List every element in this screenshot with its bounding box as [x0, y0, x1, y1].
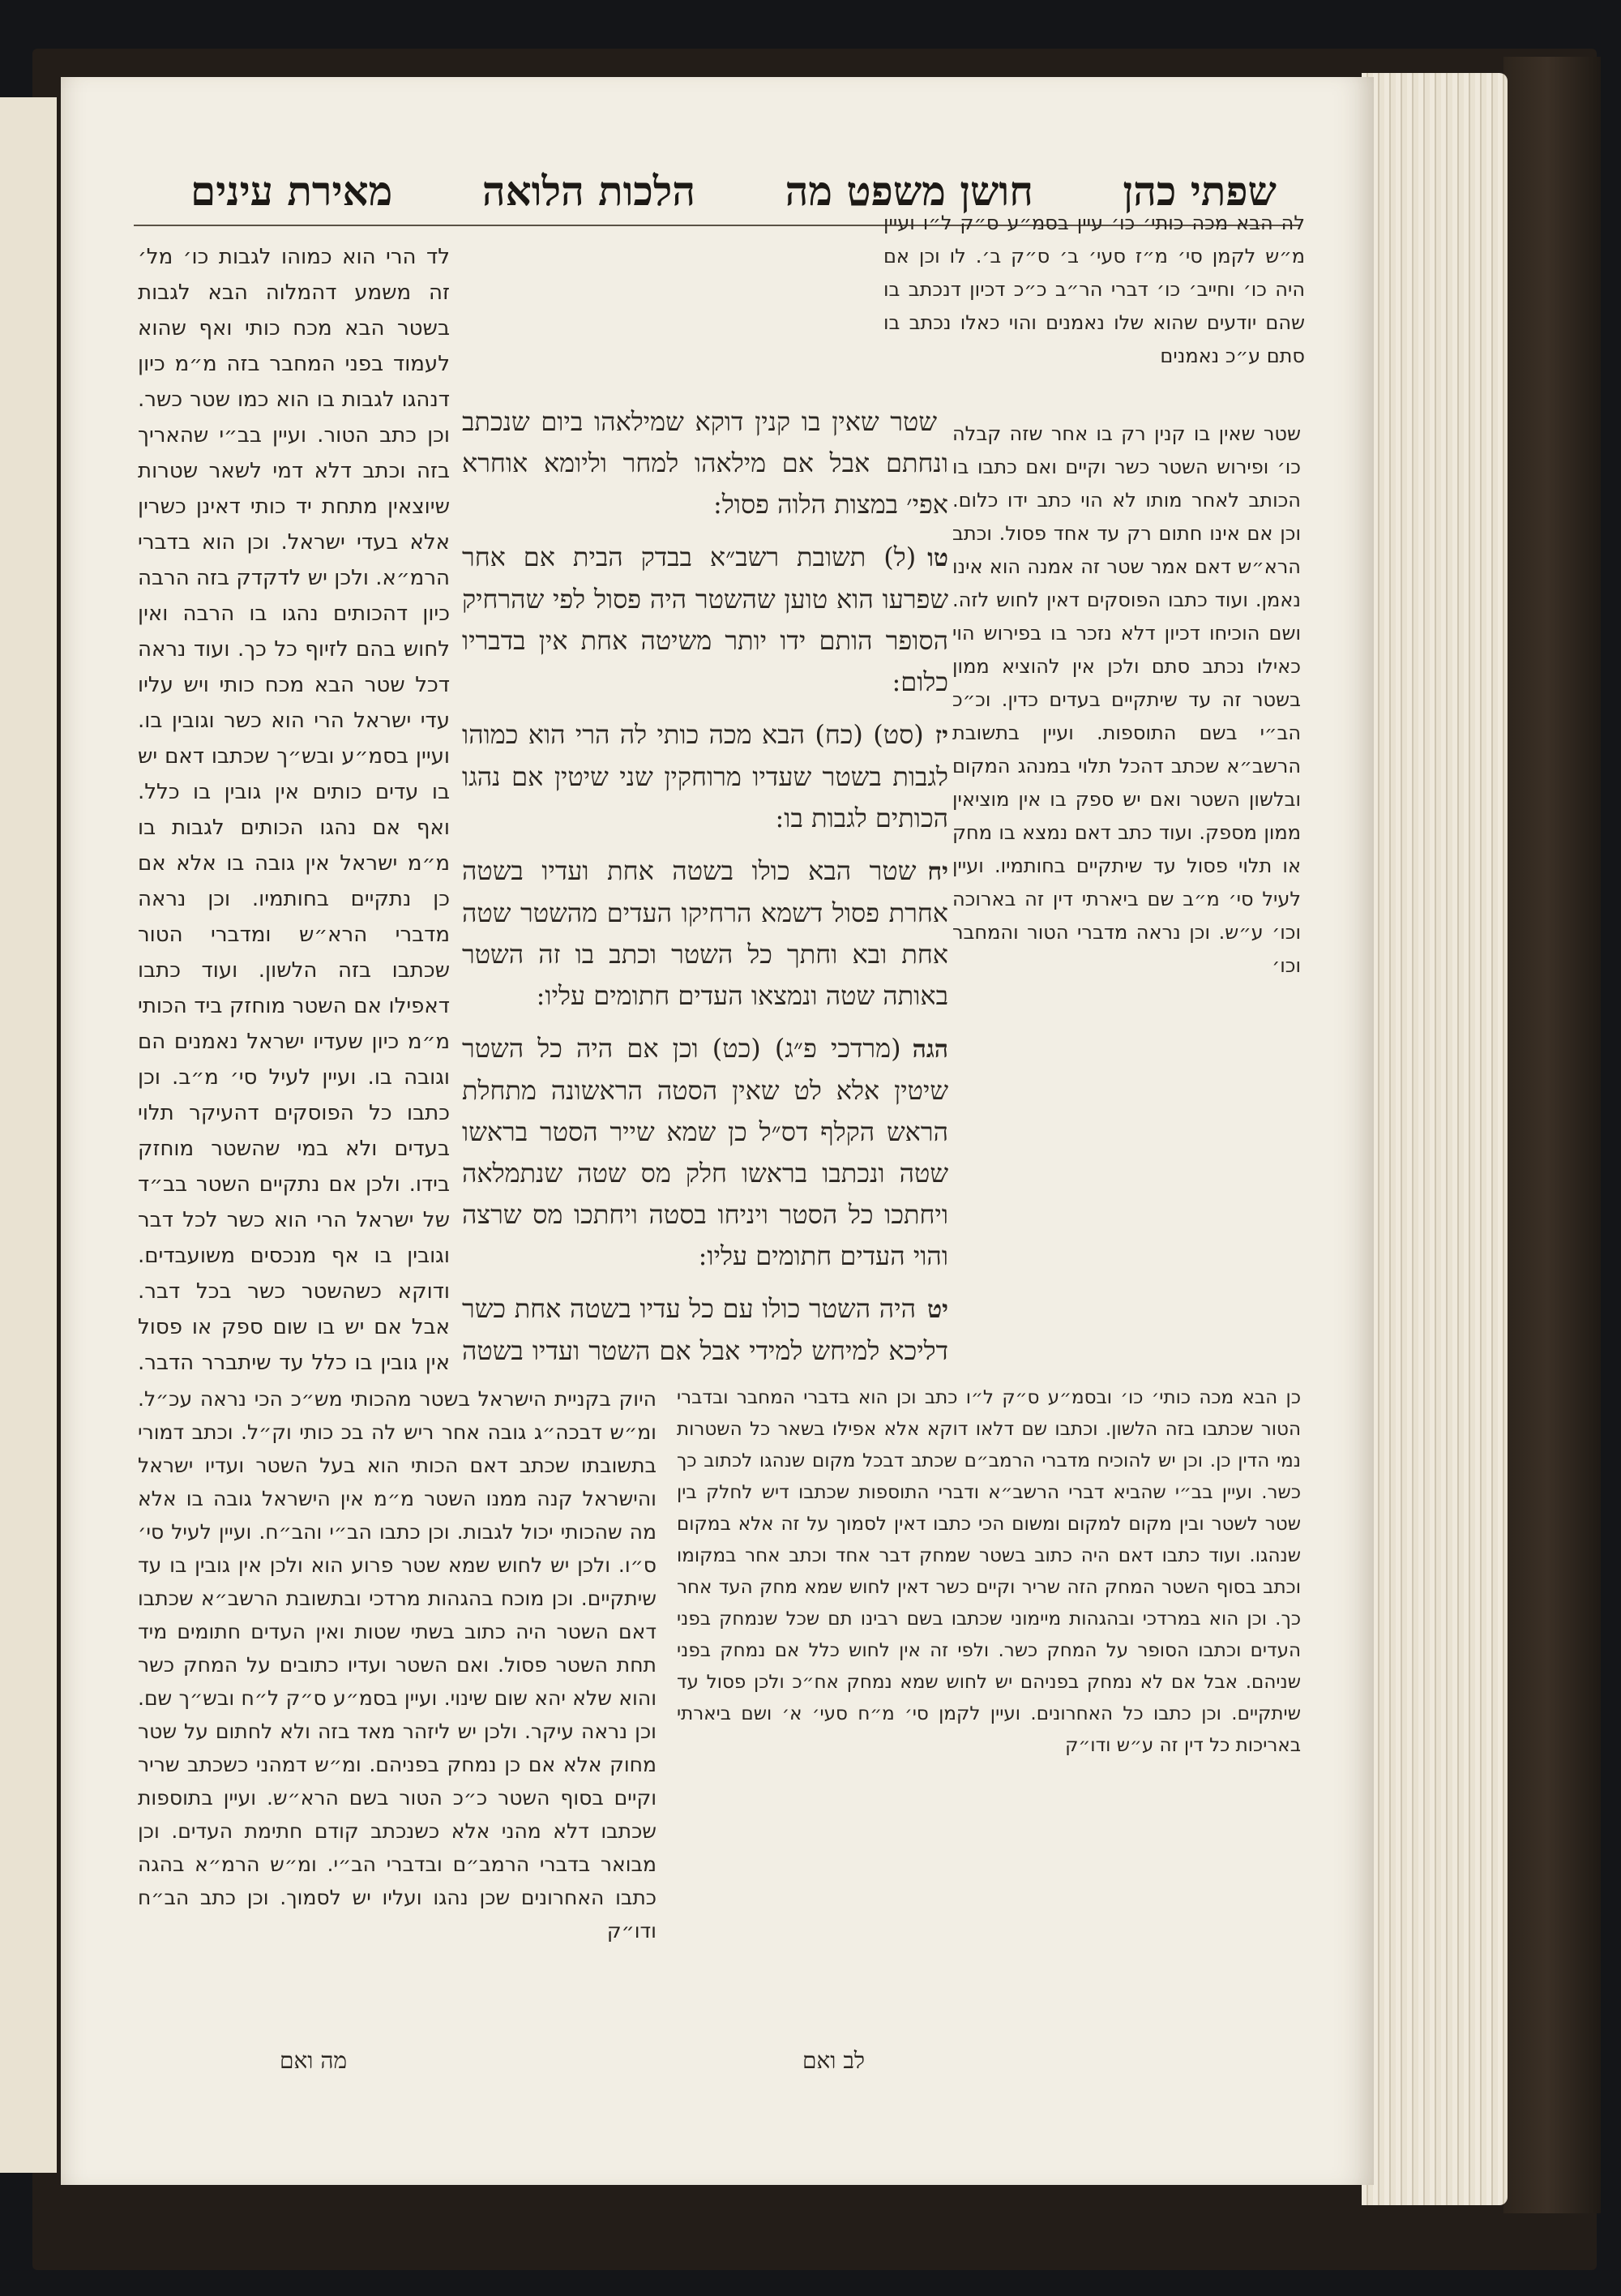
main-paragraph [462, 714, 948, 839]
paragraph-text: (סט) (כח) הבא מכה כותי לה הרי הוא כמוהו לגבות בשטר שעדיו מרוחקין שני שיטין אם נהגו הכותים לגבות בו: [462, 719, 948, 833]
paragraph-mark: יט [927, 1296, 948, 1324]
paragraph-mark: הגה [912, 1035, 948, 1064]
sma-bottom-column [138, 1382, 657, 2043]
main-paragraph [462, 537, 948, 703]
previous-page-edge [0, 97, 57, 2173]
book-spine-edge [1503, 57, 1601, 2213]
catchword-left: מה ואם [280, 2047, 348, 2074]
page-stack-edges [1362, 73, 1508, 2205]
header-middle-title: הלכות הלואה [481, 166, 695, 215]
main-paragraph [462, 850, 948, 1017]
shach-bottom-column [677, 1382, 1301, 2043]
header-left-title: מאירת עינים [190, 166, 393, 215]
shach-bottom-text: כן הבא מכה כותי׳ כו׳ ובסמ״ע ס״ק ל״ו כתב וכן הוא בדברי המחבר ובדברי הטור שכתבו בזה הלשון. וכתבו שם דלאו דוקא אלא אפילו בשאר כל השטרות נמי הדין כן. וכן יש להוכיח מדברי הרמב״ם שכתב דבכל מקום שנהגו לכתוב כך כשר. ועיין בב״י שהביא דברי הרשב״א ודברי התוספות שכתבו דיש לחלק בין שטר לשטר ובין מקום למקום ומשום הכי כתבו דאין לסמוך על זה אלא במקום שנהגו. ועוד כתבו דאם היה כתוב בשטר שמחק דבר אחד וכתב אחר במקומו וכתב בסוף השטר המחק הזה שריר וקיים כשר דאין לחוש שמא מחק העד אחר כך. וכן הוא במרדכי ובהגהות מיימוני שכתבו בשם רבינו תם שכל שנמחק בפני העדים וכתבו הסופר על המחק כשר. ולפי זה אין לחוש כלל אם נמחק בפני שניהם. אבל אם לא נמחק בפניהם יש לחוש שמא נמחק אח״כ ולכן פסול עד שיתקיים. וכן כתבו כל האחרונים. ועיין לקמן סי׳ מ״ח סעי׳ א׳ ושם ביארתי באריכות כל דין זה ע״ש ודו״ק [677, 1387, 1301, 1756]
shach-right-text: שטר שאין בו קנין רק בו אחר שזה קבלה כו׳ ופירוש השטר כשר וקיים ואם כתבו בו הכותב לאחר מותו לא הוי כתב ידו כלום. וכן אם אינו חתום רק עד אחד פסול. וכתב הרא״ש דאם אמר שטר זה אמנה הוא אינו נאמן. ועוד כתבו הפוסקים דאין לחוש לזה. ושם הוכיחו דכיון דלא נזכר בו בפירוש הוי כאילו נכתב סתם ולכן אין להוציא ממון בשטר זה עד שיתקיים בעדים כדין. וכ״כ הב״י בשם התוספות. ועיין בתשובת הרשב״א שכתב דהכל תלוי במנהג המקום ובלשון השטר ואם יש ספק בו אין מוציאין ממון מספק. ועוד כתב דאם נמצא בו מחק או תלוי פסול עד שיתקיים בחותמיו. ועיין לעיל סי׳ מ״ב שם ביארתי דין זה בארוכה וכו׳ ע״ש. וכן נראה מדברי הטור והמחבר וכו׳ [952, 422, 1301, 977]
shach-right-column [952, 418, 1301, 1366]
shach-top-text: לה הבא מכה כותי׳ כו׳ עיין בסמ״ע ס״ק ל״ו ועיין מ״ש לקמן סי׳ מ״ז סעי׳ ב׳ ס״ק ב׳. לו וכן אם היה כו׳ וחייב׳ כו׳ דברי הר״ב כ״כ דכיון דנכתב בו שהם יודעים שהוא שלו נאמנים והוי כאלו נכתב בו סתם ע״כ נאמנים [883, 212, 1305, 367]
main-paragraph [462, 1288, 948, 1374]
main-paragraph [462, 1028, 948, 1277]
sma-left-text: לד הרי הוא כמוהו לגבות כו׳ מל׳ זה משמע דהמלוה הבא לגבות בשטר הבא מכח כותי ואף שהוא לעמוד בפני המחבר בזה מ״מ כיון דנהגו לגבות בו הוא כמו שטר כשר. וכן כתב הטור. ועיין בב״י שהאריך בזה וכתב דלא דמי לשאר שטרות שיוצאין מתחת יד כותי דאינן כשרין אלא בעדי ישראל. וכן הוא בדברי הרמ״א. ולכן יש לדקדק בזה הרבה כיון דהכותים נהגו בו הרבה ואין לחוש בהם לזיוף כל כך. ועוד נראה דכל שטר הבא מכח כותי ויש עליו עדי ישראל הרי הוא כשר וגובין בו. ועיין בסמ״ע ובש״ך שכתבו דאם יש בו עדים כותים אין גובין בו כלל. ואף אם נהגו הכותים לגבות בו מ״מ ישראל אין גובה בו אלא אם כן נתקיים בחותמיו. וכן נראה מדברי הרא״ש ומדברי הטור שכתבו בזה הלשון. ועוד כתבו דאפילו אם השטר מוחזק ביד הכותי מ״מ כיון שעדיו ישראל נאמנים הם וגובה בו. ועיין לעיל סי׳ מ״ב. וכן כתבו כל הפוסקים דהעיקר תלוי בעדים ולא במי שהשטר מוחזק בידו. ולכן אם נתקיים השטר בב״ד של ישראל הרי הוא כשר לכל דבר וגובין בו אף מנכסים משועבדים. ודוקא כשהשטר כשר בכל דבר. אבל אם יש בו שום ספק או פסול אין גובין בו כלל עד שיתברר הדבר. [138, 245, 450, 1375]
sma-bottom-text: היוק בקניית הישראל בשטר מהכותי מש״כ הכי נראה עכ״ל. ומ״ש דבכה״ג גובה אחר ריש לה בכ כותי וק״ל. וכתב דמורי בתשובתו שכתב דאם הכותי הוא בעל השטר ועדיו ישראל והישראל קנה ממנו השטר מ״מ אין הישראל גובה בו אלא מה שהכותי יכול לגבות. וכן כתבו הב״י והב״ח. ועיין לעיל סי׳ ס״ו. ולכן יש לחוש שמא שטר פרוע הוא ולכן אין גובין בו עד שיתקיים. וכן מוכח בהגהות מרדכי ובתשובת הרשב״א שכתבו דאם השטר היה כתוב בשתי שטות ואין העדים חתומים מיד תחת השטר פסול. ואם השטר ועדיו כתובים על המחק כשר והוא שלא יהא שום שינוי. ועיין בסמ״ע ס״ק ל״ח ובש״ך שם. וכן נראה עיקר. ולכן יש ליזהר מאד בזה ולא לחתום על שטר מחוק אלא אם כן נמחק בפניהם. ומ״ש דמהני כשכתב שריר וקיים בסוף השטר כ״כ הטור בשם הרא״ש. ועיין בתוספות שכתבו דלא מהני אלא כשנכתב קודם חתימת העדים. וכן מבואר בדברי הרמב״ם ובדברי הב״י. ומ״ש הרמ״א בהגה כתבו האחרונים שכן נהגו ועליו יש לסמוך. וכן כתב הב״ח ודו״ק [138, 1387, 657, 1943]
book-page [61, 77, 1374, 2185]
paragraph-text: היה השטר כולו עם כל עדיו בשטה אחת כשר דליכא למיחש למידי אבל אם השטר ועדיו בשטה [462, 1293, 948, 1366]
paragraph-text: (ל) תשובת רשב״א בבדק הבית אם אחר שפרעו הוא טוען שהשטר היה פסול לפי שהרחיק הסופר הותם ידו יותר משיטה אחת אין בדבריו כלום: [462, 542, 948, 697]
main-text-column [462, 401, 948, 1374]
main-paragraph [462, 401, 948, 525]
header-right-title: שפתי כהן [1123, 166, 1277, 215]
paragraph-text: שטר הבא כולו בשטה אחת ועדיו בשטה אחרת פסול דשמא הרחיקו העדים מהשטר שטה אחת ובא וחתך כל השטר וכתב בו זה השטר באותה שטה ונמצאו העדים חתומים עליו: [462, 855, 948, 1011]
paragraph-mark: יח [927, 858, 948, 886]
paragraph-text: (מרדכי פ״ג) (כט) וכן אם היה כל השטר שיטין אלא לט שאין הסטה הראשונה מתחלת הראש הקלף דס״ל כן שמא שייר הסטר בראשו שטה ונכתבו בראשו חלק מס שטה שנתמלאה ויחתכו כל הסטר ויניחו בסטה ויחתכו מס שרצה והוי העדים חתומים עליו: [462, 1033, 948, 1271]
paragraph-text: שטר שאין בו קנין דוקא שמילאהו ביום שנכתב ונחתם אבל אם מילאהו למחר וליומא אוחרא אפי׳ במצות הלוה פסול: [462, 406, 948, 520]
catchword-middle: לב ואם [802, 2047, 865, 2074]
paragraph-mark: יז [935, 722, 948, 750]
shach-top-column [883, 207, 1305, 418]
header-middle-left-title: חושן משפט מה [785, 166, 1033, 215]
paragraph-mark: טו [927, 544, 948, 572]
sma-left-column [138, 239, 450, 1386]
